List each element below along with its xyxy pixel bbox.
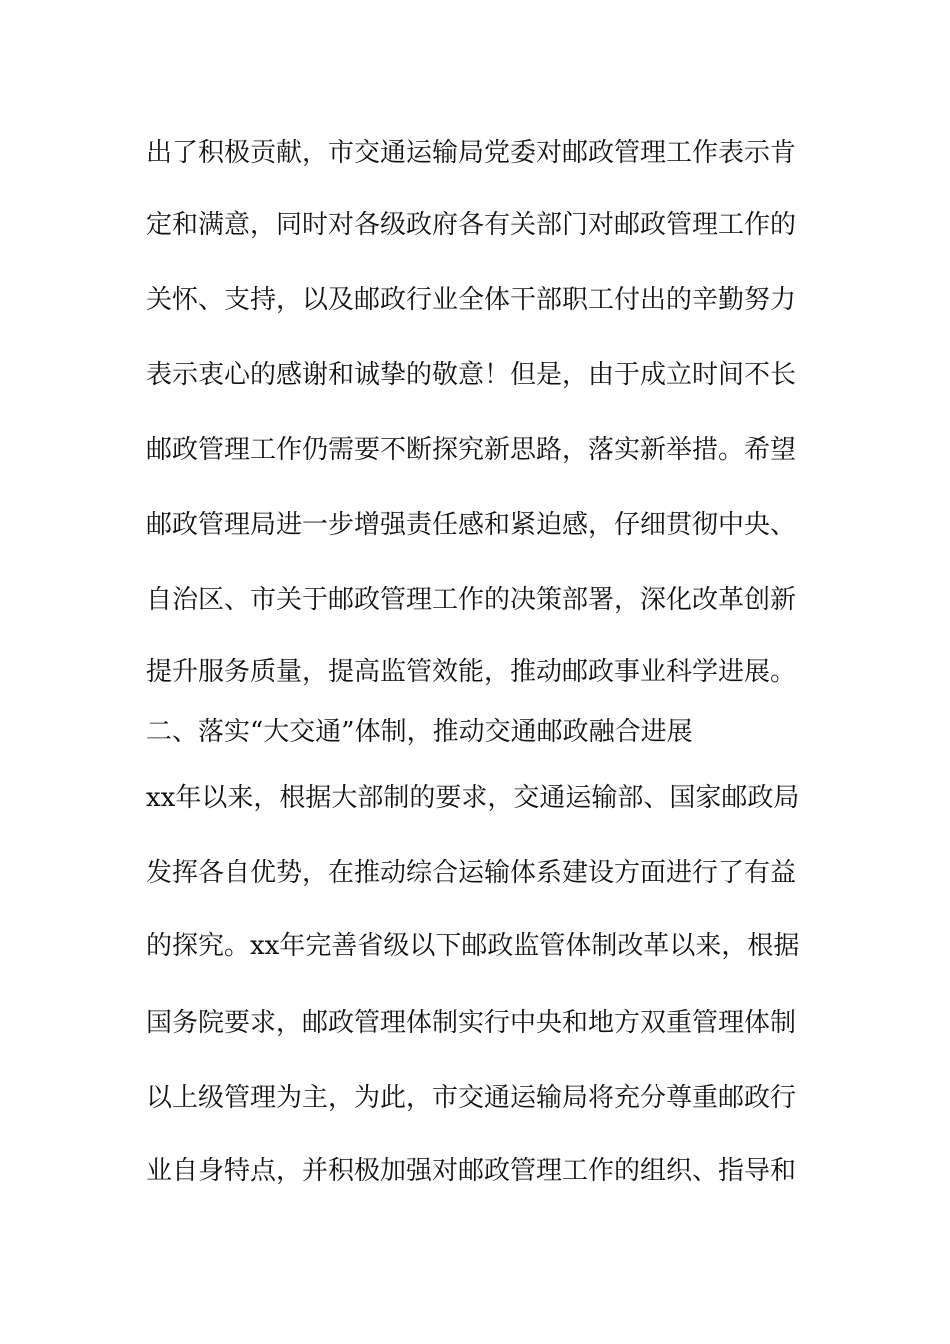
- text-line-10: xx年以来，根据大部制的要求，交通运输部、国家邮政局: [146, 783, 800, 813]
- text-line-11: 发挥各自优势，在推动综合运输体系建设方面进行了有益: [146, 858, 797, 888]
- text-line-7: 自治区、市关于邮政管理工作的决策部署，深化改革创新: [146, 585, 797, 615]
- text-line-6: 邮政管理局进一步增强责任感和紧迫感，仔细贯彻中央、: [146, 510, 797, 540]
- text-line-12: 的探究。xx年完善省级以下邮政监管体制改革以来，根据: [146, 931, 800, 961]
- text-line-15: 业自身特点，并积极加强对邮政管理工作的组织、指导和: [146, 1156, 797, 1186]
- text-line-3: 关怀、支持，以及邮政行业全体干部职工付出的辛勤努力: [146, 285, 797, 315]
- text-line-2: 定和满意，同时对各级政府各有关部门对邮政管理工作的: [146, 210, 797, 240]
- text-line-1: 出了积极贡献，市交通运输局党委对邮政管理工作表示肯: [146, 138, 797, 168]
- section-heading: 二、落实“大交通”体制，推动交通邮政融合进展: [146, 717, 693, 747]
- text-line-13: 国务院要求，邮政管理体制实行中央和地方双重管理体制: [146, 1008, 797, 1038]
- text-line-8: 提升服务质量，提高监管效能，推动邮政事业科学进展。: [146, 657, 797, 687]
- text-line-14: 以上级管理为主，为此，市交通运输局将充分尊重邮政行: [146, 1083, 797, 1113]
- text-line-4: 表示衷心的感谢和诚挚的敬意！但是，由于成立时间不长: [146, 360, 797, 390]
- text-line-5: 邮政管理工作仍需要不断探究新思路，落实新举措。希望: [146, 435, 797, 465]
